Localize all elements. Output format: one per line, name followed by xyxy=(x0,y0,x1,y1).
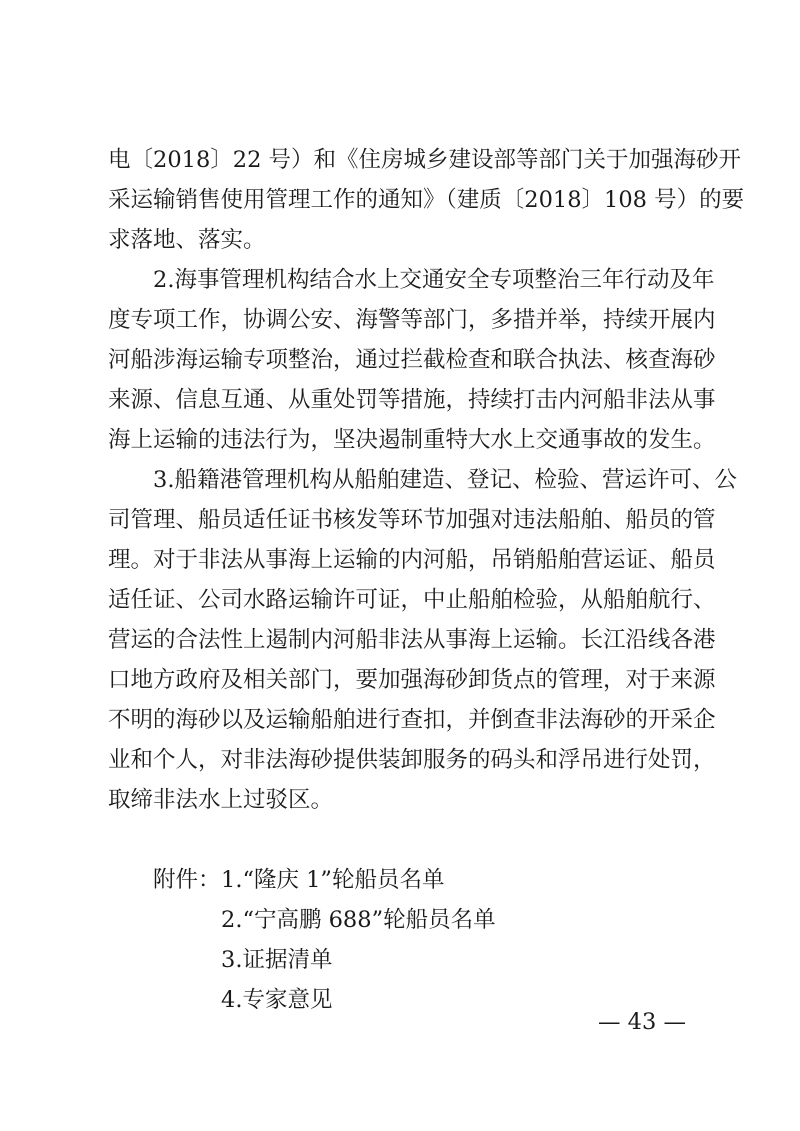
text-line: 求落地、落实。 xyxy=(108,227,266,253)
text-line: 2.海事管理机构结合水上交通安全专项整治三年行动及年 xyxy=(153,267,715,293)
text-line: 采运输销售使用管理工作的通知》（建质〔2018〕108 号）的要 xyxy=(108,187,745,213)
text-line: 理。对于非法从事海上运输的内河船，吊销船舶营运证、船员 xyxy=(108,547,716,573)
page-number: — 43 — xyxy=(598,1009,686,1035)
text-line: 海上运输的违法行为，坚决遏制重特大水上交通事故的发生。 xyxy=(108,427,716,453)
text-line: 业和个人，对非法海砂提供装卸服务的码头和浮吊进行处罚， xyxy=(108,747,716,773)
text-line: 营运的合法性上遏制内河船非法从事海上运输。长江沿线各港 xyxy=(108,627,716,653)
attachment-item: 1.“隆庆 1”轮船员名单 xyxy=(221,867,445,893)
text-line: 河船涉海运输专项整治，通过拦截检查和联合执法、核查海砂 xyxy=(108,347,716,373)
text-line: 适任证、公司水路运输许可证，中止船舶检验，从船舶航行、 xyxy=(108,587,716,613)
text-line: 不明的海砂以及运输船舶进行查扣，并倒查非法海砂的开采企 xyxy=(108,707,716,733)
attachment-item: 2.“宁高鹏 688”轮船员名单 xyxy=(221,907,496,933)
attachment-item: 4.专家意见 xyxy=(221,987,333,1013)
text-line: 司管理、船员适任证书核发等环节加强对违法船舶、船员的管 xyxy=(108,507,716,533)
text-line: 度专项工作，协调公安、海警等部门，多措并举，持续开展内 xyxy=(108,307,716,333)
text-line: 电〔2018〕22 号）和《住房城乡建设部等部门关于加强海砂开 xyxy=(108,147,742,173)
text-line: 取缔非法水上过驳区。 xyxy=(108,787,334,813)
attachment-item: 3.证据清单 xyxy=(221,947,333,973)
attachments-label: 附件： xyxy=(153,867,221,893)
text-line: 来源、信息互通、从重处罚等措施，持续打击内河船非法从事 xyxy=(108,387,716,413)
text-line: 口地方政府及相关部门，要加强海砂卸货点的管理，对于来源 xyxy=(108,667,716,693)
text-line: 3.船籍港管理机构从船舶建造、登记、检验、营运许可、公 xyxy=(153,467,737,493)
